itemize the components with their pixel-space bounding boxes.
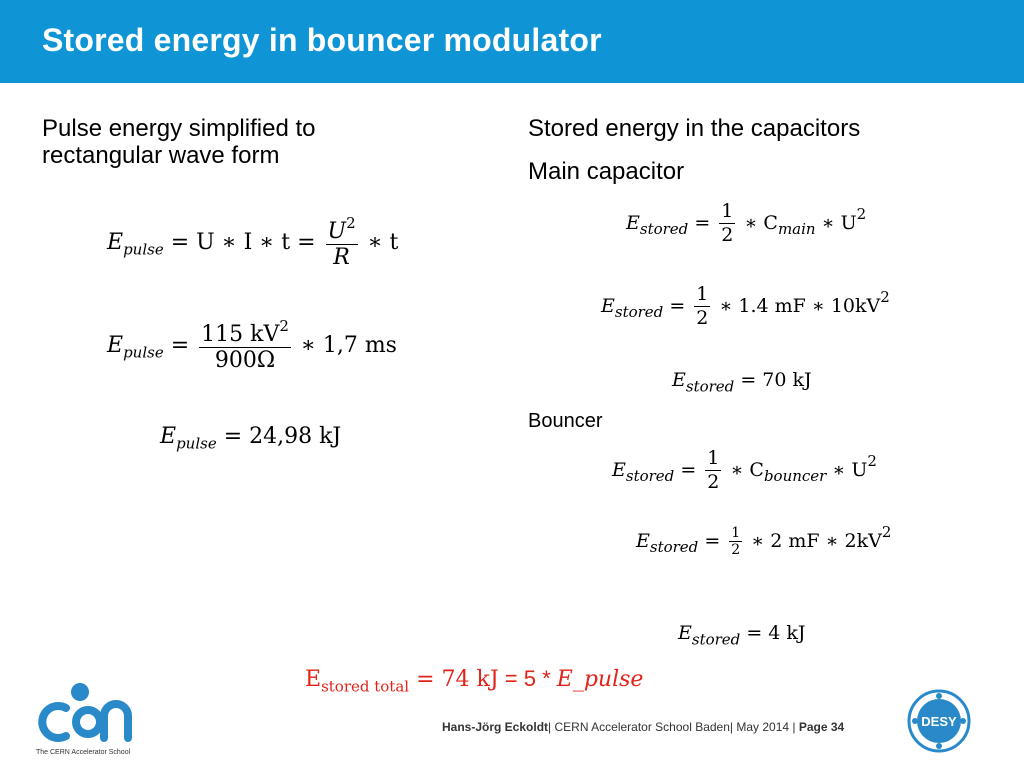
total-stored-energy: $E_{stored total} = 74$ kJ = 5 * E_pulse	[305, 666, 644, 696]
bouncer-label: Bouncer	[528, 410, 603, 432]
footer-author: Hans-Jörg Eckoldt	[442, 720, 549, 734]
footer	[442, 720, 844, 734]
cas-logo-icon	[36, 680, 136, 742]
desy-logo-icon	[906, 688, 972, 754]
bouncer-result: $E_{stored} = 4$ kJ	[678, 622, 806, 649]
cas-logo-text: The CERN Accelerator School	[36, 749, 131, 756]
pulse-energy-values: $E_{pulse}$ = $\frac{115 kV^2}{900\Omega}$ ∗ 1,7 ms	[107, 317, 397, 374]
left-intro-line2: rectangular wave form	[42, 142, 280, 169]
footer-page: Page 34	[798, 720, 845, 734]
main-cap-result: $E_{stored} = 70$ kJ	[672, 369, 812, 396]
cas-logo	[36, 680, 136, 755]
desy-logo	[906, 688, 972, 754]
left-intro-line1: Pulse energy simplified to	[42, 115, 316, 142]
heading-stored-energy: Stored energy in the capacitors	[528, 115, 861, 142]
footer-info: | CERN Accelerator School Baden| May 2014 |	[548, 720, 799, 734]
bouncer-formula: $E_{stored}$ = $\frac{1}{2}$ ∗ $C_{bouncer}$ ∗ $U^2$	[612, 447, 877, 493]
bouncer-values: $E_{stored}$ = $\frac{1}{2}$ ∗ 2 mF ∗ $2kV^2$	[636, 523, 892, 558]
page-title: Stored energy in bouncer modulator	[42, 22, 602, 58]
left-intro	[42, 115, 315, 169]
heading-main-capacitor: Main capacitor	[528, 158, 685, 185]
pulse-energy-result: $E_{pulse} = 24,98$ kJ	[160, 424, 342, 453]
main-cap-formula: $E_{stored}$ = $\frac{1}{2}$ ∗ $C_{main}$ ∗ $U^2$	[626, 200, 867, 246]
pulse-energy-formula: $E_{pulse} = U$ ∗ I ∗ t = $\frac{U^2}{R}$ ∗ t	[107, 214, 399, 271]
main-cap-values: $E_{stored}$ = $\frac{1}{2}$ ∗ 1.4 mF ∗ $10kV^2$	[601, 283, 890, 329]
svg-text:DESY: DESY	[921, 714, 957, 729]
